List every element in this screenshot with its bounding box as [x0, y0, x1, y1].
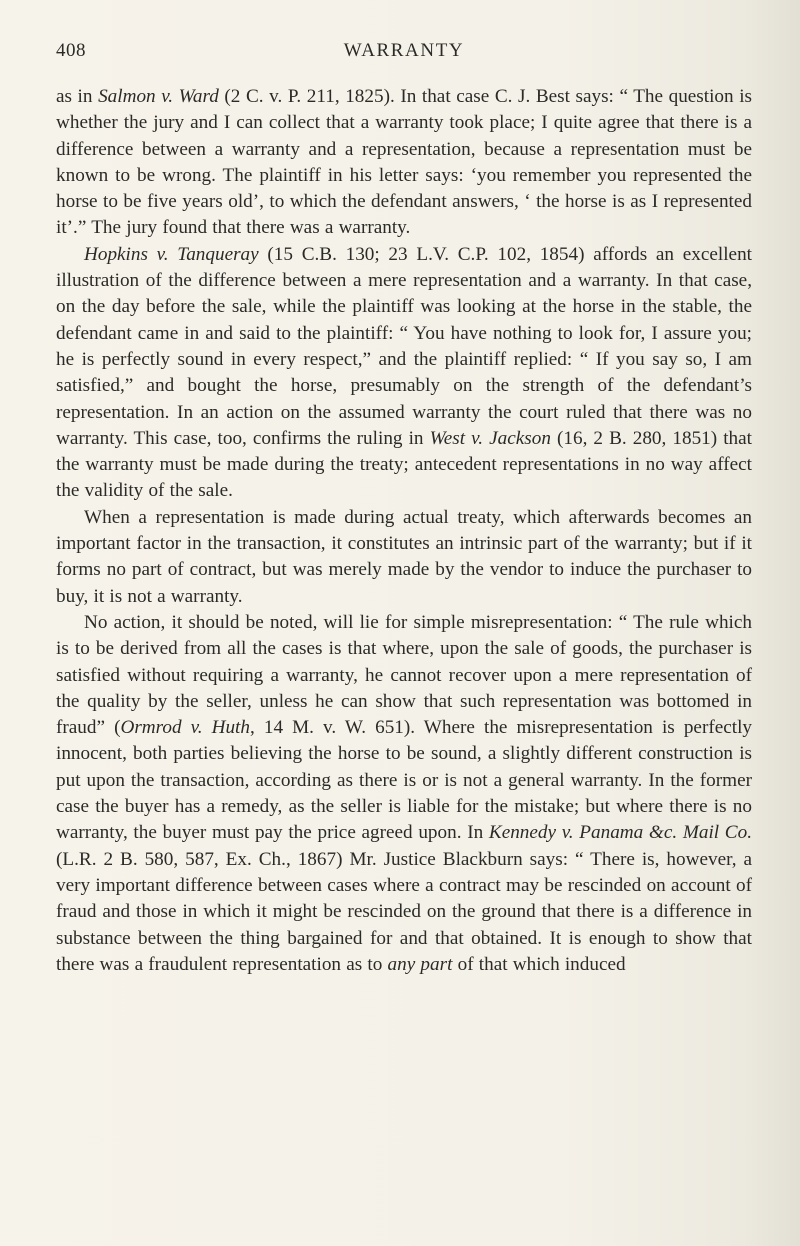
text-run: (2 C. v. P. 211, 1825). In that case C. J. Best says: “ The question is whether the jury and I can collect that a warranty took place; I quite agree that there is a difference between a warranty and a representation, because a representation must be known to be wrong. The plaintiff in his letter says: ‘you remember you represented the horse to be five years old’, to which the defendant answers, ‘ the horse is as I represented it’.” The jury found that there was a warranty.	[56, 86, 752, 239]
text-run: No action, it should be noted, will lie for simple misrepresentation: “ The rule which is to be derived from all the cases is that where, upon the sale of goods, the purchaser is satisfied without requiring a warranty, he cannot recover upon a mere representation of the quality by the seller, unless he can show that such representation was bottomed in fraud” (	[56, 611, 752, 739]
text-run: as in	[56, 86, 99, 107]
running-head: WARRANTY	[343, 40, 465, 61]
text-run: (15 C.B. 130; 23 L.V. C.P. 102, 1854) affords an excellent illustration of the difference between a mere representation and a warranty. In that case, on the day before the sale, while the plaintiff was looking at the horse in the stable, the defendant came in and said to the plaintiff: “ You have nothing to look for, I assure you; he is perfectly sound in every respect,” and the plaintiff replied: “ If you say so, I am satisfied,” and bought the horse, presumably on the strength of the defendant’s representation. In an action on the assumed warranty the court ruled that there was no warranty. This case, too, confirms the ruling in	[56, 243, 752, 449]
case-citation-name: West v. Jackson	[429, 427, 551, 449]
paragraph	[56, 610, 752, 978]
paragraph	[56, 84, 752, 242]
case-citation-name: Hopkins v. Tanqueray	[84, 243, 259, 265]
page-number: 408	[56, 40, 86, 61]
text-run: When a representation is made during actual treaty, which afterwards becomes an important factor in the transaction, it constitutes an intrinsic part of the warranty; but if it forms no part of contract, but was merely made by the vendor to induce the purchaser to buy, it is not a warranty.	[56, 506, 752, 607]
case-citation-name: any part	[387, 953, 453, 975]
text-run: , 14 M. v. W. 651). Where the misrepresentation is perfectly innocent, both parties believing the horse to be sound, a slightly different construction is put upon the transaction, according as there is or is not a general warranty. In the former case the buyer has a remedy, as the seller is liable for the mistake; but where there is no warranty, the buyer must pay the price agreed upon. In	[56, 717, 753, 844]
paragraph	[56, 242, 752, 505]
case-citation-name: Kennedy v. Panama &c. Mail Co.	[488, 822, 752, 844]
page-header	[56, 40, 752, 70]
case-citation-name: Salmon v. Ward	[98, 86, 219, 107]
text-run: of that which induced	[452, 953, 626, 975]
text-run: (L.R. 2 B. 580, 587, Ex. Ch., 1867) Mr. Justice Blackburn says: “ There is, however, a very important difference between cases where a contract may be rescinded on account of fraud and those in which it might be rescinded on the ground that there is a difference in substance between the thing bargained for and that obtained. It is enough to show that there was a fraudulent representation as to	[56, 848, 752, 975]
body-text	[56, 84, 752, 978]
case-citation-name: Ormrod v. Huth	[120, 717, 250, 739]
paragraph	[56, 505, 752, 610]
text-run: (16, 2 B. 280, 1851) that the warranty must be made during the treaty; antecedent representations in no way affect the validity of the sale.	[56, 427, 752, 502]
